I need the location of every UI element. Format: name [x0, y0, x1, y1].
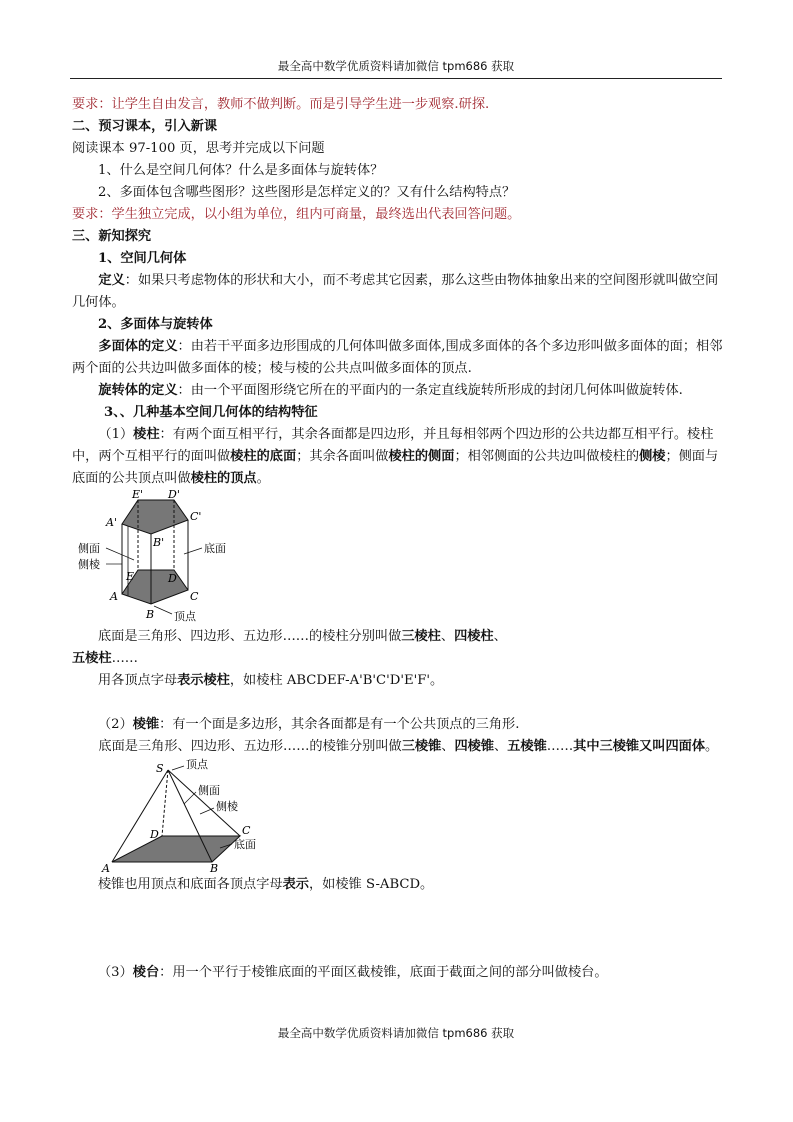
definition-label: 定义 [98, 273, 125, 288]
pyramid-number: （2） [98, 717, 133, 732]
pyr-pointer-face [184, 792, 196, 804]
pyramid-diagram [100, 758, 280, 874]
prism-number: （1） [98, 427, 134, 442]
pyramid-term: 棱锥 [132, 717, 160, 732]
label-a-prime: A' [106, 516, 117, 529]
pyr-ellipsis: …… [546, 739, 574, 754]
polyhedron-paragraph [72, 336, 728, 380]
prism-notation-line [72, 670, 728, 692]
question-1: 1、什么是空间几何体？什么是多面体与旋转体？ [98, 163, 384, 178]
ellipsis: …… [111, 651, 138, 666]
prism-text-3: ；相邻侧面的公共边叫做棱柱的 [454, 449, 640, 464]
prism-figure [72, 490, 728, 626]
prism-names-line-2 [72, 648, 728, 670]
pyr-notation-text-1: 棱锥也用顶点和底面各顶点字母 [98, 877, 283, 892]
document-body [72, 94, 728, 984]
prism-pointer-vertex [154, 606, 172, 614]
pyramid-notation-line [72, 874, 728, 896]
prism-top-base [122, 500, 188, 534]
triangular-pyramid: 三棱锥 [401, 739, 442, 754]
pyr-end: 。 [705, 739, 719, 754]
section-2-intro: 阅读课本 97-100 页，思考并完成以下问题 [72, 141, 325, 156]
prism-text-1: ：有两个面互相平行，其余各面都是四边形，并且每相邻两个四边形的公共边都互相平行。棱柱中，两个互相平行的面叫做 [72, 427, 714, 464]
rotation-text: ：由一个平面图形绕它所在的平面内的一条定直线旋转所形成的封闭几何体叫做旋转体. [177, 383, 683, 398]
tetrahedron-note: 其中三棱锥又叫四面体 [573, 739, 706, 754]
prism-diagram [76, 490, 276, 626]
label-base: 底面 [204, 542, 226, 555]
label-d: D [168, 572, 177, 585]
prism-bold-4: 棱柱的顶点 [190, 471, 257, 486]
requirement-2: 要求：学生独立完成，以小组为单位，组内可商量，最终选出代表回答问题。 [72, 207, 521, 222]
pyramid-edge-sd [162, 770, 168, 836]
frustum-definition [72, 962, 728, 984]
rotation-label: 旋转体的定义 [98, 383, 178, 398]
prism-pointer-side [106, 548, 134, 560]
label-lateral-face: 侧面 [198, 784, 220, 797]
prism-names-text: 底面是三角形、四边形、五边形……的棱柱分别叫做 [98, 629, 402, 644]
pyramid-names-paragraph [72, 736, 728, 758]
label-e: E [126, 570, 135, 583]
pyr-text-1: 底面是三角形、四边形、五边形……的棱锥分别叫做 [98, 739, 402, 754]
notation-text-2: ，如棱柱 ABCDEF-A'B'C'D'E'F'。 [229, 673, 444, 688]
notation-text-1: 用各顶点字母 [98, 673, 178, 688]
section-2-title: 二、预习课本，引入新课 [72, 119, 218, 134]
prism-pointer-base [184, 548, 202, 554]
label-b-prime: B' [153, 536, 165, 549]
pentagonal-prism: 五棱柱 [72, 651, 112, 666]
rotation-paragraph [72, 380, 728, 402]
pyramid-figure [72, 758, 728, 874]
frustum-term: 棱台 [132, 965, 160, 980]
pyr-sep-1: 、 [441, 739, 455, 754]
polyhedron-text: ：由若干平面多边形围成的几何体叫做多面体,围成多面体的各个多边形叫做多面体的面；相邻两个面的公共边叫做多面体的棱；棱与棱的公共点叫做多面体的顶点. [72, 339, 723, 376]
definition-text: ：如果只考虑物体的形状和大小，而不考虑其它因素，那么这些由物体抽象出来的空间图形就叫做空间几何体。 [72, 273, 719, 310]
prism-text-2: ；其余各面叫做 [296, 449, 389, 464]
prism-bold-2: 棱柱的侧面 [388, 449, 455, 464]
section-3-title: 三、新知探究 [72, 229, 152, 244]
pyr-pointer-edge [200, 808, 214, 814]
pentagonal-pyramid: 五棱锥 [507, 739, 547, 754]
label-b-pyr: B [210, 862, 219, 874]
prism-term: 棱柱 [133, 427, 160, 442]
polyhedron-label: 多面体的定义 [98, 339, 178, 354]
frustum-text: ：用一个平行于棱锥底面的平面区截棱锥，底面于截面之间的部分叫做棱台。 [159, 965, 608, 980]
pyr-sep-2: 、 [494, 739, 508, 754]
label-apex: 顶点 [186, 758, 208, 771]
subsection-1-title: 1、空间几何体 [98, 251, 187, 266]
prism-paragraph [72, 424, 728, 490]
label-d-prime: D' [168, 490, 180, 501]
label-c: C [190, 590, 199, 603]
label-s: S [156, 762, 164, 775]
label-vertex: 顶点 [174, 610, 196, 623]
notation-bold: 表示棱柱 [177, 673, 230, 688]
page-header: 最全高中数学优质资料请加微信 tpm686 获取 [70, 58, 722, 79]
prism-names-line [72, 626, 728, 648]
definition-paragraph [72, 270, 728, 314]
label-base-pyr: 底面 [234, 838, 256, 851]
label-side-face: 侧面 [78, 542, 100, 555]
pyr-notation-bold: 表示 [282, 877, 309, 892]
prism-bold-1: 棱柱的底面 [230, 449, 297, 464]
label-c-prime: C' [190, 510, 202, 523]
sep-2: 、 [493, 629, 507, 644]
pyramid-text: ：有一个面是多边形，其余各面都是有一个公共顶点的三角形. [159, 717, 520, 732]
label-lateral-edge-pyr: 侧棱 [216, 800, 238, 813]
subsection-2-title: 2、多面体与旋转体 [98, 317, 213, 332]
label-e-prime: E' [132, 490, 144, 501]
pyramid-definition [72, 714, 728, 736]
pyr-notation-text-2: ，如棱锥 S-ABCD。 [309, 877, 434, 892]
label-a-pyr: A [102, 862, 110, 874]
triangular-prism: 三棱柱 [401, 629, 441, 644]
prism-bold-3: 侧棱 [639, 449, 666, 464]
frustum-number: （3） [98, 965, 133, 980]
requirement-1: 要求：让学生自由发言，教师不做判断。而是引导学生进一步观察.研探. [72, 97, 490, 112]
quadrangular-prism: 四棱柱 [454, 629, 494, 644]
page-footer: 最全高中数学优质资料请加微信 tpm686 获取 [277, 1026, 515, 1040]
label-lateral-edge: 侧棱 [78, 558, 100, 571]
pyr-pointer-vertex [172, 766, 184, 770]
pyramid-base [112, 836, 240, 862]
prism-text-4: ；侧面与底面的公共顶点叫做 [72, 449, 719, 486]
sep-1: 、 [440, 629, 455, 644]
question-2: 2、多面体包含哪些图形？这些图形是怎样定义的？又有什么结构特点？ [98, 185, 516, 200]
label-b: B [146, 608, 155, 621]
label-a: A [110, 590, 118, 603]
label-c-pyr: C [242, 824, 251, 837]
quadrangular-pyramid: 四棱锥 [454, 739, 495, 754]
prism-text-5: 。 [256, 471, 270, 486]
label-d-pyr: D [150, 828, 159, 841]
subsection-3-title: 3、、几种基本空间几何体的结构特征 [104, 405, 318, 420]
